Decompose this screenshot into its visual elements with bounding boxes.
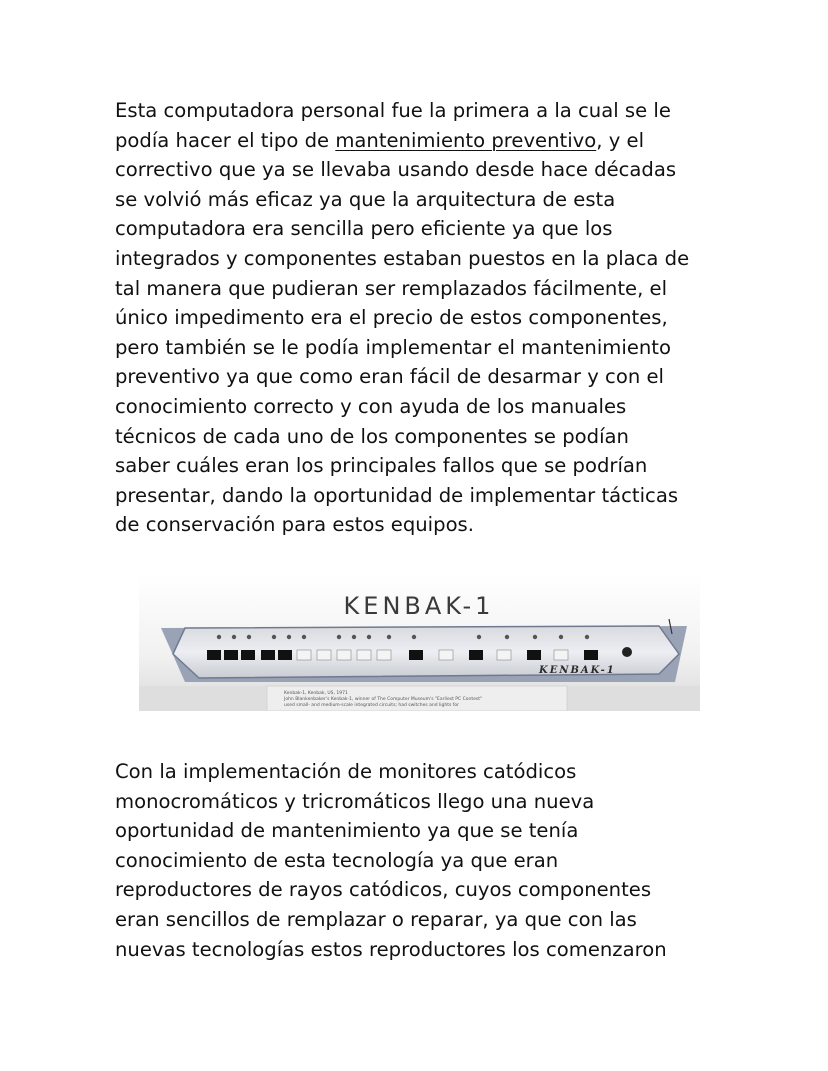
text-line: conocimiento correcto y con ayuda de los manuales [115,394,627,418]
kenbak-1-illustration [139,574,700,711]
text-line: saber cuáles eran los principales fallos que se podrían [115,454,648,478]
kenbak-front-label: KENBAK-1 [539,665,616,676]
text-line: se volvió más eficaz ya que la arquitectura de esta [115,187,616,211]
text-line: Con la implementación de monitores catódicos [115,760,577,783]
text-line: tal manera que pudieran ser remplazados fácilmente, el [115,276,668,300]
text-line: correctivo que ya se llevaba usando desde hace décadas [115,158,677,182]
preventive-maintenance-link[interactable]: mantenimiento preventivo [335,128,597,152]
text-line: reproductores de rayos catódicos, cuyos componentes [115,878,652,902]
text-line: oportunidad de mantenimiento ya que se tenía [115,819,579,843]
plaque-line: John Blankenbaker's Kenbak-1, winner of The Computer Museum's "Earliest PC Contest" [284,697,483,702]
text-line: técnicos de cada uno de los componentes se podían [115,424,629,448]
text-line: de conservación para estos equipos. [115,513,474,537]
text-line: computadora era sencilla pero eficiente ya que los [115,217,613,241]
text-line: único impedimento era el precio de estos componentes, [115,306,668,330]
text-line: conocimiento de esta tecnología ya que eran [115,848,559,872]
plaque-line: Kenbak-1, Kenbak, US, 1971 [284,691,348,696]
paragraph-kenbak-maintenance [115,96,725,540]
text-line: preventivo ya que como eran fácil de desarmar y con el [115,365,664,389]
text-line: nuevas tecnologías estos reproductores los comenzaron [115,937,667,961]
text-line: podía hacer el tipo de mantenimiento preventivo, y el [115,128,645,152]
text-line: Esta computadora personal fue la primera a la cual se le [115,99,671,122]
text-line: integrados y componentes estaban puestos en la placa de [115,246,690,270]
text-line: presentar, dando la oportunidad de implementar tácticas [115,483,679,507]
kenbak-1-photo [139,574,700,711]
text-line: monocromáticos y tricromáticos llego una nueva [115,789,595,813]
text-line: eran sencillos de remplazar o reparar, ya que con las [115,907,637,931]
text-line: pero también se le podía implementar el mantenimiento [115,335,671,359]
paragraph-crt-monitors [115,757,725,964]
plaque-line: used small- and medium-scale integrated circuits; had switches and lights for [284,703,459,708]
kenbak-sign-text: KENBAK-1 [343,592,495,620]
